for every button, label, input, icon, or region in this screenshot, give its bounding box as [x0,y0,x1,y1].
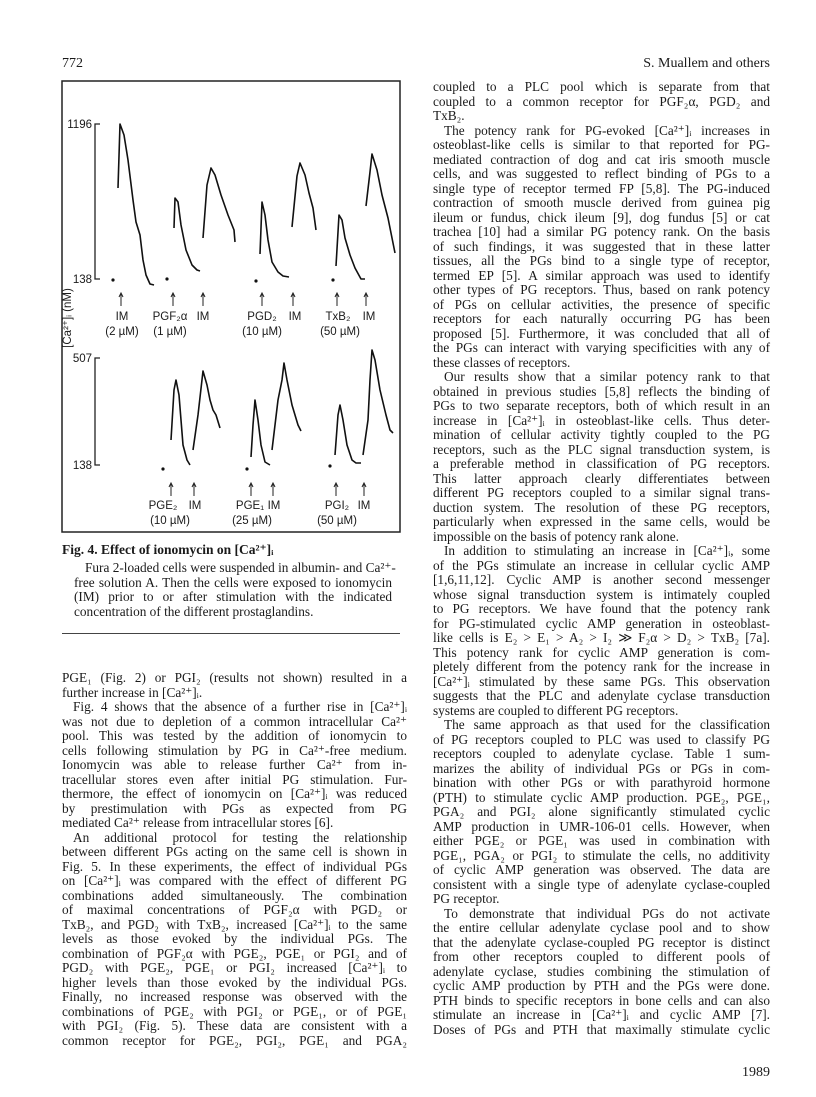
calcium-trace [251,400,270,465]
caption-line: free solution A. Then the cells were exposed to ionomycin [74,574,392,590]
trace-label: PGE₁ [235,500,265,512]
text-line: combination of PGF₂α with PGE₂, PGE₁ or PGI₂ and of [62,945,407,961]
baseline-marker [111,278,114,281]
concentration-label: (1 µM) [153,326,187,338]
text-line: on [Ca²⁺]ᵢ was compared with the effect of different PG [62,873,407,888]
baseline-marker [165,277,168,280]
text-line: PGE₁, PGA₂ or PGI₂ to stimulate the cells, no additivity [433,847,770,863]
text-line: receptors coupled to adenylate cyclase. Table 1 sum- [433,746,770,761]
text-line: of PGs on cellular activities, the presence of specific [433,296,770,312]
baseline-marker [254,279,257,282]
text-line: impossible on the basis of potency rank alone. [433,528,679,544]
text-line: coupled to a PLC pool which is separate from that [433,79,770,94]
figure-caption-body [74,560,396,619]
concentration-label: (50 µM) [320,326,360,338]
text-line: proposed [5]. Furthermore, it was concluded that all of [433,325,770,341]
text-line: receptors for each naturally occurring PG has been [433,311,770,326]
running-head: S. Muallem and others [643,56,770,71]
text-line: like cells is E₂ > E₁ > A₂ > I₂ ≫ F₂α > D₂ > TxB₂ [7a]. [433,630,770,645]
text-line: was not due to depletion of a common intracellular Ca²⁺ [62,713,407,729]
text-line: common receptor for PGE₂, PGI₂, PGE₁ and PGA₂ [62,1032,407,1048]
text-line: contraction of smooth muscle derived from guinea pig [433,195,770,210]
text-line: tracellular stores even after initial PG stimulation. Fur- [62,771,407,787]
text-line: (PTH) to stimulate cyclic AMP production. PGE₂, PGE₁, [433,789,770,805]
concentration-label: (25 µM) [232,515,272,527]
trace-label: IM [267,500,281,512]
text-line: This latter approach clearly differentiates between [433,470,770,486]
y-axis-label: [Ca²⁺]ᵢ (nM) [62,288,74,348]
text-line: mediated Ca²⁺ release from intracellular stores [6]. [62,815,334,830]
text-line: obtained in previous studies [5,8] reflects the binding of [433,383,770,399]
text-line: from other receptors coupled to different pools of [433,949,770,964]
text-line: osteoblast-like cells is similar to that reported for PG- [433,137,770,152]
text-line: pool. This was tested by the addition of ionomycin to [62,728,407,743]
text-line: Ionomycin was able to release further Ca²⁺ from in- [62,757,407,772]
trace-label: IM [362,311,376,323]
text-line: higher levels than those evoked by the individual PGs. [62,974,407,990]
calcium-trace [118,124,154,285]
text-line: other types of PG receptors. Thus, based on rank potency [433,282,770,297]
text-line: for PG-stimulated cyclic AMP generation in osteoblast- [433,615,770,631]
text-line: [1,6,11,12]. Cyclic AMP is another second messenger [433,572,770,587]
text-line: with PGI₂ (Fig. 5). These data are consistent with a [62,1018,407,1033]
text-line: Doses of PGs and PTH that maximally stimulate cyclic [433,1021,770,1037]
left-column [62,671,407,1048]
text-line: the entire cellular adenylate cyclase pool and to show [433,920,770,935]
text-line: between different PGs acting on the same cell is shown in [62,844,407,859]
caption-line: Fura 2-loaded cells were suspended in albumin- and Ca²⁺- [85,560,396,575]
text-line: termed EP [5]. A similar approach was used to identify [433,267,770,283]
text-line: suggests that the PLC and adenylate cyclase transduction [433,688,770,703]
trace-label: IM [115,311,129,323]
baseline-marker [331,278,334,281]
text-line: duction system. The resolution of these PG receptors, [433,499,770,515]
caption-divider [62,633,400,634]
calcium-trace [335,405,361,463]
text-line: An additional protocol for testing the relationship [73,829,407,845]
text-line: mediated contraction of dog and cat iris smooth muscle [433,151,770,167]
calcium-trace [366,154,395,253]
text-line: Fig. 5. In these experiments, the effect of individual PGs [62,858,407,874]
trace-label: PGE₂ [148,500,178,512]
text-line: marizes the ability of individual PGs or PGs in com- [433,760,770,776]
text-line: thermore, the effect of ionomycin on [Ca²⁺]ᵢ was reduced [62,786,407,801]
calcium-trace [203,168,235,242]
text-line: cells following stimulation by PG in Ca²⁺-free medium. [62,742,407,758]
text-line: that the adenylate cyclase-coupled PG receptor is distinct [433,934,770,950]
text-line: to PG receptors. We have found that the potency rank [433,601,770,616]
trace-label: IM [288,311,302,323]
trace-label: PGI₂ [324,500,350,512]
text-line: combinations added simultaneously. The combination [62,887,407,903]
text-line: The same approach as that used for the classification [444,717,770,732]
calcium-trace [193,371,220,450]
text-line: This potency rank for cyclic AMP generation is com- [433,644,770,660]
bottom-y-min-label: 138 [72,460,92,472]
text-line: The potency rank for PG-evoked [Ca²⁺]ᵢ increases in [444,122,770,138]
text-line: systems are coupled to different PG receptors. [433,702,679,718]
baseline-marker [245,467,248,470]
trace-label: PGD₂ [247,311,277,323]
text-line: of PG receptors coupled to PLC was used to classify PG [433,731,770,747]
text-line: stimulate an increase in [Ca²⁺]ᵢ and cyclic AMP [7]. [433,1007,770,1022]
page-number-footer: 1989 [742,1065,770,1080]
text-line: bination with other PGs or with parathyroid hormone [433,775,770,790]
concentration-label: (10 µM) [242,326,282,338]
text-line: consistent with a single type of adenylate cyclase-coupled [433,876,770,892]
text-line: adenylate cyclase, studies combining the stimulation of [433,963,770,979]
text-line: whose signal transduction system is intimately coupled [433,586,770,602]
caption-line: concentration of the different prostaglandins. [74,603,314,619]
baseline-marker [161,467,164,470]
calcium-trace [260,202,289,277]
text-line: either PGE₂ or PGE₁ was used in combination with [433,833,770,848]
calcium-trace [363,350,393,455]
text-line: combinations of PGE₂ with PGI₂ or PGE₁, or of PGE₁ [62,1003,407,1019]
text-line: Finally, no increased response was observed with the [62,989,407,1004]
text-line: a preferable method in classification of PG receptors. [433,456,770,471]
concentration-label: (10 µM) [150,515,190,527]
text-line: levels as those evoked by the individual PGs. The [62,931,407,946]
text-line: increase in [Ca²⁺]ᵢ in osteoblast-like cells. Thus deter- [433,412,770,428]
text-line: TxB₂. [433,108,465,123]
text-line: cells, and was suggested to reflect binding of PGs to a [433,166,770,181]
text-line: of cyclic AMP generation was observed. The data are [433,862,770,877]
text-line: of such findings, it was suggested that in these latter [433,238,770,254]
text-line: further increase in [Ca²⁺]ᵢ. [62,684,203,700]
text-line: receptors, such as the PLC signal transduction system, is [433,441,770,457]
caption-line: (IM) prior to or after stimulation with the indicated [74,589,392,604]
text-line: coupled to a common receptor for PGF₂α, PGD₂ and [433,93,770,109]
text-line: Our results show that a similar potency rank to that [444,369,770,384]
calcium-trace [292,163,316,230]
text-line: by prestimulation with PGs as expected from PG [62,800,407,816]
text-line: PTH binds to specific receptors in bone cells and can also [433,992,770,1008]
text-line: ileum or fundus, chick ileum [9], dog fundus [5] or cat [433,209,770,225]
text-line: PGs to two separate receptors, both of which result in an [433,398,770,413]
text-line: these classes of receptors. [433,354,571,370]
top-scale-bar [95,124,100,279]
text-line: the PGs can interact with varying specificities with any of [433,340,770,355]
figure-frame [62,81,400,532]
concentration-label: (2 µM) [105,326,139,338]
text-line: particularly when expressed in the same cells, would be [433,514,770,529]
figure-caption-title: Fig. 4. Effect of ionomycin on [Ca²⁺]ᵢ [62,542,274,557]
page-number-header: 772 [62,56,83,71]
text-line: trachea [10] had a similar PG potency rank. On the basis [433,224,770,239]
text-line: of maximal concentrations of PGF₂α with PGD₂ or [62,902,407,917]
text-line: mination of cellular activity tightly coupled to the PG [433,427,770,442]
trace-label: IM [196,311,210,323]
text-line: [Ca²⁺]ᵢ stimulated by these same PGs. This observation [433,673,770,689]
text-line: AMP production in UMR-106-01 cells. However, when [433,818,770,834]
bottom-scale-bar [95,358,100,465]
text-line: single type of receptor termed FP [5,8]. The PG-induced [433,180,770,196]
text-line: Fig. 4 shows that the absence of a further rise in [Ca²⁺]ᵢ [73,699,407,714]
concentration-label: (50 µM) [317,515,357,527]
text-line: To demonstrate that individual PGs do not activate [444,905,770,921]
text-line: PGE₁ (Fig. 2) or PGI₂ (results not shown) resulted in a [62,670,407,685]
calcium-trace [174,198,200,271]
right-column [433,80,770,1037]
baseline-marker [328,464,331,467]
calcium-trace [171,380,190,465]
calcium-trace [272,363,301,450]
text-line: PGD₂ with PGE₂, PGE₁ or PGI₂ increased [Ca²⁺]ᵢ to [62,960,407,975]
text-line: PGA₂ and PGI₂ alone significantly stimulated cyclic [433,804,770,819]
top-y-min-label: 138 [72,274,92,286]
text-line: pletely different from the potency rank for the increase in [433,659,770,674]
text-line: of the PGs stimulate an increase in cellular cyclic AMP [433,557,770,573]
top-y-max-label: 1196 [67,119,92,131]
text-line: PG receptor. [433,891,500,906]
calcium-trace [336,215,365,279]
bottom-y-max-label: 507 [72,353,92,365]
trace-label: IM [357,500,371,512]
text-line: TxB₂, and PGD₂ with TxB₂, increased [Ca²⁺]ᵢ to the same [62,916,407,932]
text-line: cyclic AMP production by PTH and the PGs were done. [433,978,770,993]
text-line: different PG receptors coupled to a similar signal trans- [433,485,770,500]
trace-label: TxB₂ [325,311,351,323]
text-line: In addition to stimulating an increase in [Ca²⁺]ᵢ, some [444,543,770,558]
trace-label: PGF₂α [152,311,188,323]
trace-label: IM [188,500,202,512]
text-line: tissues, all the PGs bind to a single type of receptor, [433,253,770,268]
